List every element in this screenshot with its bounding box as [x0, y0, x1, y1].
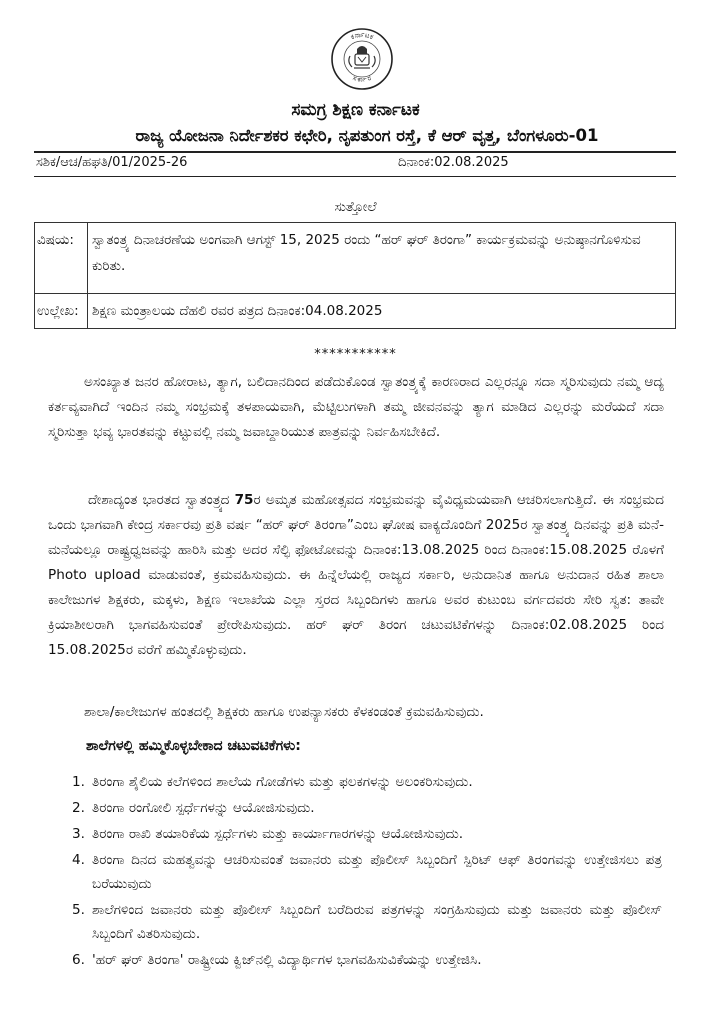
- subject-key: ವಿಷಯ:: [35, 223, 88, 294]
- list-item: [72, 796, 662, 820]
- table-row: [35, 223, 676, 294]
- list-item: [72, 948, 662, 972]
- subject-value: ಸ್ವಾತಂತ್ರ್ಯ ದಿನಾಚರಣೆಯ ಅಂಗವಾಗಿ ಆಗಸ್ಟ್ 15, 2025 ರಂದು “ಹರ್ ಘರ್ ತಿರಂಗಾ” ಕಾರ್ಯಕ್ರಮವನ್ನು ಅನುಷ್ಠಾನಗೊಳಿಸುವ ಕುರಿತು.: [88, 223, 676, 294]
- list-item: [72, 822, 662, 846]
- list-text: ತಿರಂಗಾ ಶೈಲಿಯ ಕಲೆಗಳಿಂದ ಶಾಲೆಯ ಗೋಡೆಗಳು ಮತ್ತು ಫಲಕಗಳನ್ನು ಅಲಂಕರಿಸುವುದು.: [92, 774, 473, 790]
- list-text: ತಿರಂಗಾ ದಿನದ ಮಹತ್ವವನ್ನು ಆಚರಿಸುವಂತೆ ಜವಾನರು ಮತ್ತು ಪೊಲೀಸ್ ಸಿಬ್ಬಂದಿಗೆ ಸ್ಪಿರಿಟ್ ಆಫ್ ತಿರಂಗವನ್ನು ಉತ್ತೇಜಿಸಲು ಪತ್ರ ಬರೆಯುವುದು: [92, 852, 662, 892]
- emblem-text-top: ಕರ್ನಾಟಕ: [349, 30, 375, 42]
- list-number: 2.: [72, 800, 85, 816]
- activities-heading: ಶಾಲೆಗಳಲ್ಲಿ ಹಮ್ಮಿಕೊಳ್ಳಬೇಕಾದ ಚಟುವಟಿಕೆಗಳು:: [86, 738, 301, 754]
- karnataka-emblem-icon: [330, 26, 394, 90]
- activities-list: [72, 770, 662, 974]
- emblem-text-bottom: ಸರ್ಕಾರ: [351, 73, 373, 84]
- list-text: ಶಾಲೆಗಳಿಂದ ಜವಾನರು ಮತ್ತು ಪೊಲೀಸ್ ಸಿಬ್ಬಂದಿಗೆ ಬರೆದಿರುವ ಪತ್ರಗಳನ್ನು ಸಂಗ್ರಹಿಸುವುದು ಮತ್ತು ಜವಾನರು ಮತ್ತು ಪೊಲೀಸ್ ಸಿಬ್ಬಂದಿಗೆ ವಿತರಿಸುವುದು.: [92, 902, 662, 942]
- reference-date: ದಿನಾಂಕ:02.08.2025: [398, 155, 509, 170]
- paragraph-2: [48, 488, 664, 663]
- list-number: 6.: [72, 952, 85, 968]
- reference-number: ಸಶಿಕ/ಆಚ/ಹಘತಿ/01/2025-26: [36, 155, 188, 170]
- office-address: ರಾಜ್ಯ ಯೋಜನಾ ನಿರ್ದೇಶಕರ ಕಛೇರಿ, ನೃಪತುಂಗ ರಸ್ತೆ, ಕೆ ಆರ್ ವೃತ್ತ, ಬೆಂಗಳೂರು-01: [135, 126, 599, 145]
- list-item: [72, 848, 662, 896]
- paragraph-1: ಅಸಂಖ್ಯಾತ ಜನರ ಹೋರಾಟ, ತ್ಯಾಗ, ಬಲಿದಾನದಿಂದ ಪಡೆದುಕೊಂಡ ಸ್ವಾತಂತ್ರ್ಯಕ್ಕೆ ಕಾರಣರಾದ ಎಲ್ಲರನ್ನೂ ಸದಾ ಸ್ಮರಿಸುವುದು ನಮ್ಮ ಆದ್ಯ ಕರ್ತವ್ಯವಾಗಿದೆ ಇಂದಿನ ನಮ್ಮ ಸಂಭ್ರಮಕ್ಕೆ ತಳಪಾಯವಾಗಿ, ಮೆಟ್ಟಿಲುಗಳಾಗಿ ತಮ್ಮ ಜೀವನವನ್ನು ತ್ಯಾಗ ಮಾಡಿದ ಎಲ್ಲರನ್ನು ಮರೆಯದೆ ಸದಾ ಸ್ಮರಿಸುತ್ತಾ ಭವ್ಯ ಭಾರತವನ್ನು ಕಟ್ಟುವಲ್ಲಿ ನಮ್ಮ ಜವಾಬ್ದಾರಿಯುತ ಪಾತ್ರವನ್ನು ನಿರ್ವಹಿಸಬೇಕಿದೆ.: [48, 374, 664, 440]
- list-text: ತಿರಂಗಾ ರಾಖಿ ತಯಾರಿಕೆಯ ಸ್ಪರ್ಧೆಗಳು ಮತ್ತು ಕಾರ್ಯಾಗಾರಗಳನ್ನು ಆಯೋಜಿಸುವುದು.: [92, 826, 464, 842]
- list-number: 3.: [72, 826, 85, 842]
- separator: ***********: [314, 347, 397, 362]
- subject-reference-table: [34, 222, 676, 329]
- list-text: ತಿರಂಗಾ ರಂಗೋಲಿ ಸ್ಪರ್ಧೆಗಳನ್ನು ಆಯೋಜಿಸುವುದು.: [92, 800, 315, 816]
- organization-name: ಸಮಗ್ರ ಶಿಕ್ಷಣ ಕರ್ನಾಟಕ: [291, 100, 420, 120]
- table-row: [35, 294, 676, 329]
- reference-value: ಶಿಕ್ಷಣ ಮಂತ್ರಾಲಯ ದೆಹಲಿ ರವರ ಪತ್ರದ ದಿನಾಂಕ:04.08.2025: [88, 294, 676, 329]
- header-rule: [34, 151, 676, 153]
- reference-key: ಉಲ್ಲೇಖ:: [35, 294, 88, 329]
- list-number: 1.: [72, 774, 85, 790]
- list-number: 5.: [72, 902, 85, 918]
- list-item: [72, 898, 662, 946]
- list-item: [72, 770, 662, 794]
- notice-title: ಸುತ್ತೋಲೆ: [334, 199, 377, 215]
- paragraph-2-bold: 75: [234, 492, 254, 508]
- paragraph-3: ಶಾಲಾ/ಕಾಲೇಜುಗಳ ಹಂತದಲ್ಲಿ ಶಿಕ್ಷಕರು ಹಾಗೂ ಉಪನ್ಯಾಸಕರು ಕೆಳಕಂಡಂತೆ ಕ್ರಮವಹಿಸುವುದು.: [84, 704, 484, 720]
- reference-rule: [34, 176, 676, 177]
- paragraph-2-rest: ರ ಅಮೃತ ಮಹೋತ್ಸವದ ಸಂಭ್ರಮವನ್ನು ವೈವಿಧ್ಯಮಯವಾಗಿ ಆಚರಿಸಲಾಗುತ್ತಿದೆ. ಈ ಸಂಭ್ರಮದ ಒಂದು ಭಾಗವಾಗಿ ಕೇಂದ್ರ ಸರ್ಕಾರವು ಪ್ರತಿ ವರ್ಷ “ಹರ್ ಘರ್ ತಿರಂಗಾ”ಎಂಬ ಘೋಷ ವಾಕ್ಯದೊಂದಿಗೆ 2025ರ ಸ್ವಾತಂತ್ರ್ಯ ದಿನವನ್ನು ಪ್ರತಿ ಮನೆ-ಮನೆಯಲ್ಲೂ ರಾಷ್ಟ್ರಧ್ವಜವನ್ನು ಹಾರಿಸಿ ಮತ್ತು ಅದರ ಸೆಲ್ಫಿ ಫೋಟೋವನ್ನು ದಿನಾಂಕ:13.08.2025 ರಿಂದ ದಿನಾಂಕ:15.08.2025 ರೊಳಗೆ Photo upload ಮಾಡುವಂತೆ, ಕ್ರಮವಹಿಸುವುದು. ಈ ಹಿನ್ನೆಲೆಯಲ್ಲಿ ರಾಜ್ಯದ ಸರ್ಕಾರಿ, ಅನುದಾನಿತ ಹಾಗೂ ಅನುದಾನ ರಹಿತ ಶಾಲಾ ಕಾಲೇಜುಗಳ ಶಿಕ್ಷಕರು, ಮಕ್ಕಳು, ಶಿಕ್ಷಣ ಇಲಾಖೆಯ ಎಲ್ಲಾ ಸ್ತರದ ಸಿಬ್ಬಂದಿಗಳು ಹಾಗೂ ಅವರ ಕುಟುಂಬ ವರ್ಗದವರು ಸೇರಿ ಸ್ವತ: ತಾವೇ ಕ್ರಿಯಾಶೀಲರಾಗಿ ಭಾಗವಹಿಸುವಂತೆ ಪ್ರೇರೇಪಿಸುವುದು. ಹರ್ ಘರ್ ತಿರಂಗ ಚಟುವಟಿಕೆಗಳನ್ನು ದಿನಾಂಕ:02.08.2025 ರಿಂದ 15.08.2025ರ ವರೆಗೆ ಹಮ್ಮಿಕೊಳ್ಳುವುದು.: [48, 492, 664, 658]
- list-text: 'ಹರ್ ಘರ್ ತಿರಂಗಾ' ರಾಷ್ಟ್ರೀಯ ಕ್ವಿಜ್‌ನಲ್ಲಿ ವಿದ್ಯಾರ್ಥಿಗಳ ಭಾಗವಹಿಸುವಿಕೆಯನ್ನು ಉತ್ತೇಜಿಸಿ.: [92, 952, 482, 968]
- list-number: 4.: [72, 852, 85, 868]
- paragraph-2-start: ದೇಶಾದ್ಯಂತ ಭಾರತದ ಸ್ವಾತಂತ್ರ್ಯದ: [88, 492, 235, 508]
